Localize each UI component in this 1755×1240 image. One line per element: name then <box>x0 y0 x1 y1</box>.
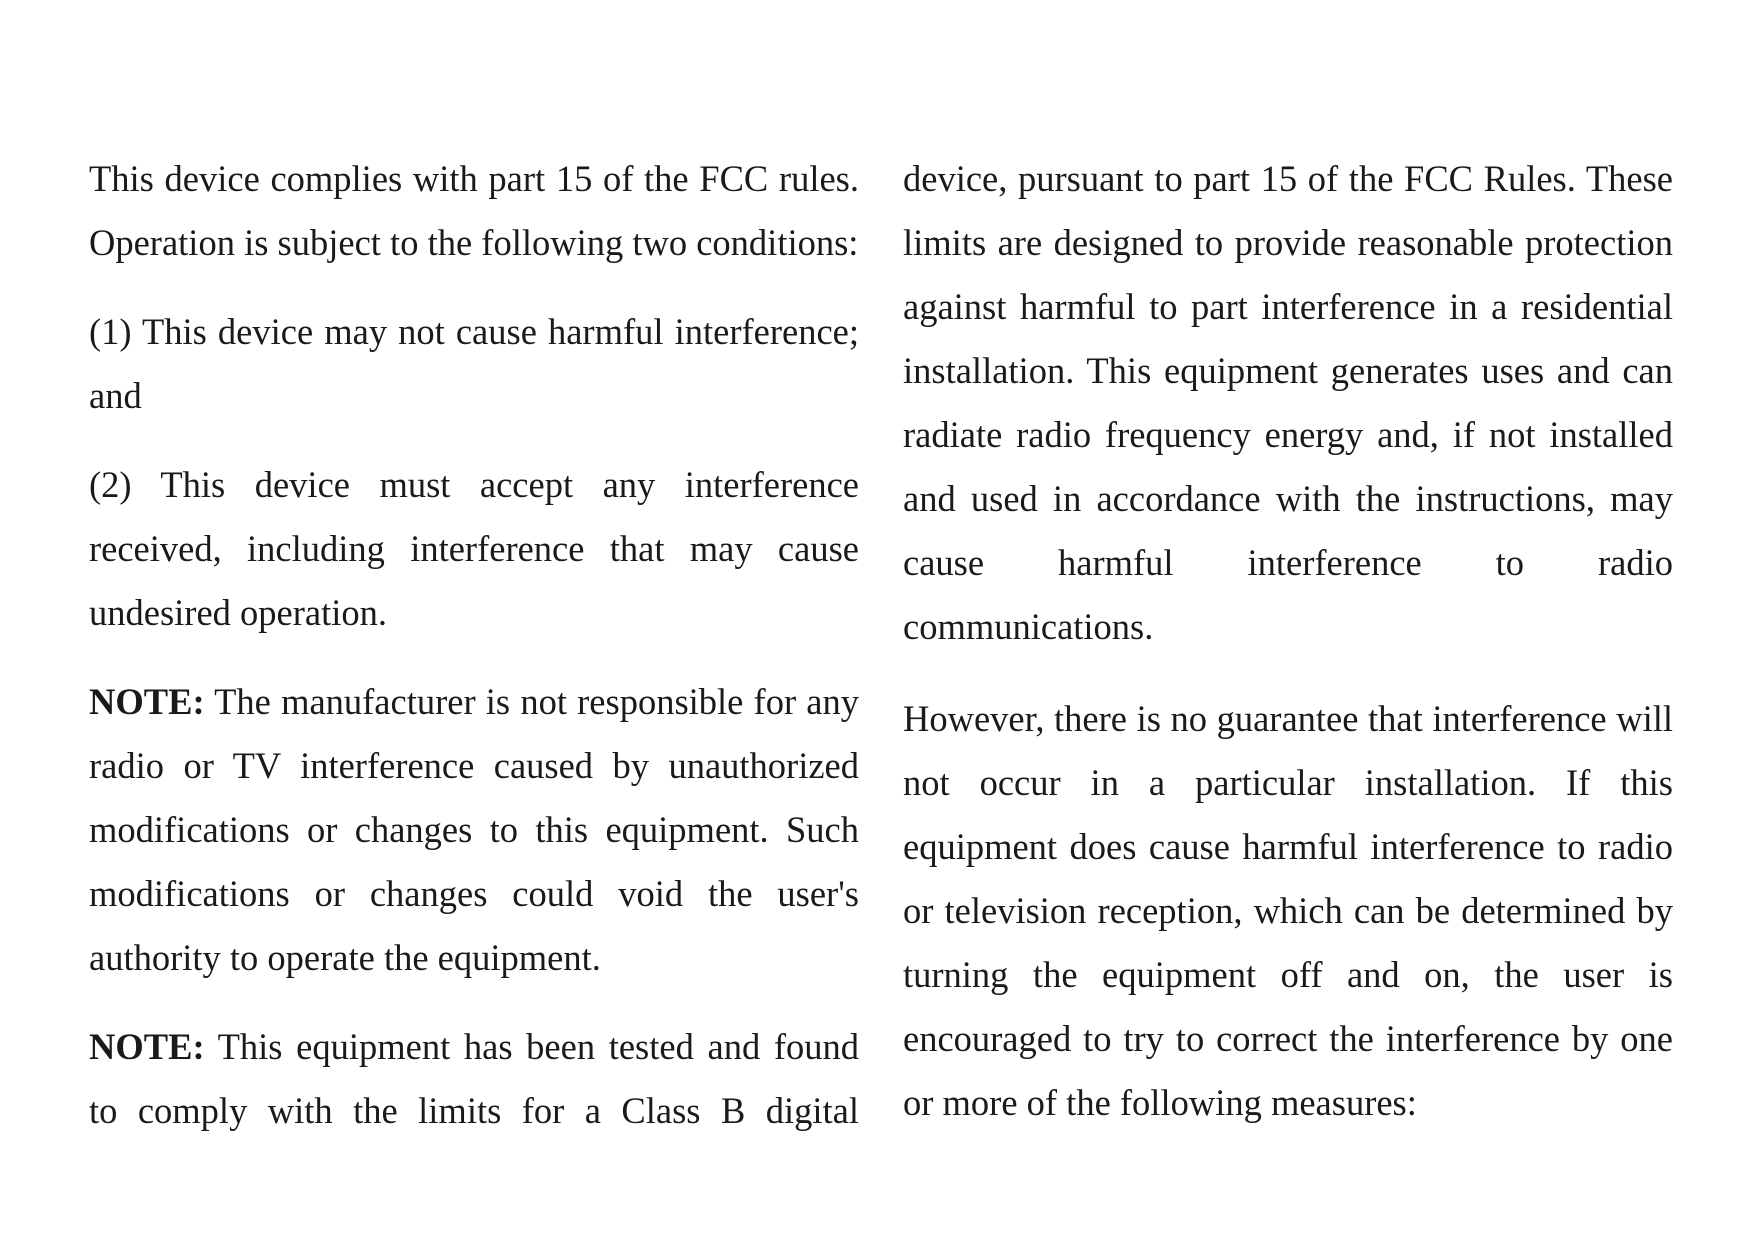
note-manufacturer-text: The manufacturer is not responsible for any radio or TV interference caused by unauthorized modifications or changes to this equipment. Such modifications or changes could void the user's authority to operate the equipment. <box>89 681 859 978</box>
class-b-limits-paragraph: device, pursuant to part 15 of the FCC Rules. These limits are designed to provide reasonable protection against harmful to part interference in a residential installation. This equipment generates uses and can radiate radio frequency energy and, if not installed and used in accordance with the instructions, may cause harmful interference to radio communications. <box>903 158 1673 647</box>
no-guarantee-paragraph: However, there is no guarantee that interference will not occur in a particular installation. If this equipment does cause harmful interference to radio or television reception, which can be determined by turning the equipment off and on, the user is encouraged to try to correct the interference by one or more of the following measures: <box>903 698 1673 1123</box>
note-label: NOTE: <box>89 681 205 722</box>
note-manufacturer-paragraph <box>89 670 859 990</box>
compliance-intro-paragraph: This device complies with part 15 of the FCC rules. Operation is subject to the following two conditions: <box>89 158 859 263</box>
note-label: NOTE: <box>89 1026 205 1067</box>
note-tested-text: This equipment has been tested and found to comply with the limits for a Class B digital <box>89 1026 860 1131</box>
right-column <box>903 147 1673 1135</box>
note-tested-paragraph <box>89 1015 859 1143</box>
condition-one-paragraph: (1) This device may not cause harmful interference; and <box>89 311 859 416</box>
condition-two-paragraph: (2) This device must accept any interference received, including interference that may cause undesired operation. <box>89 464 859 633</box>
left-column <box>89 147 859 1143</box>
